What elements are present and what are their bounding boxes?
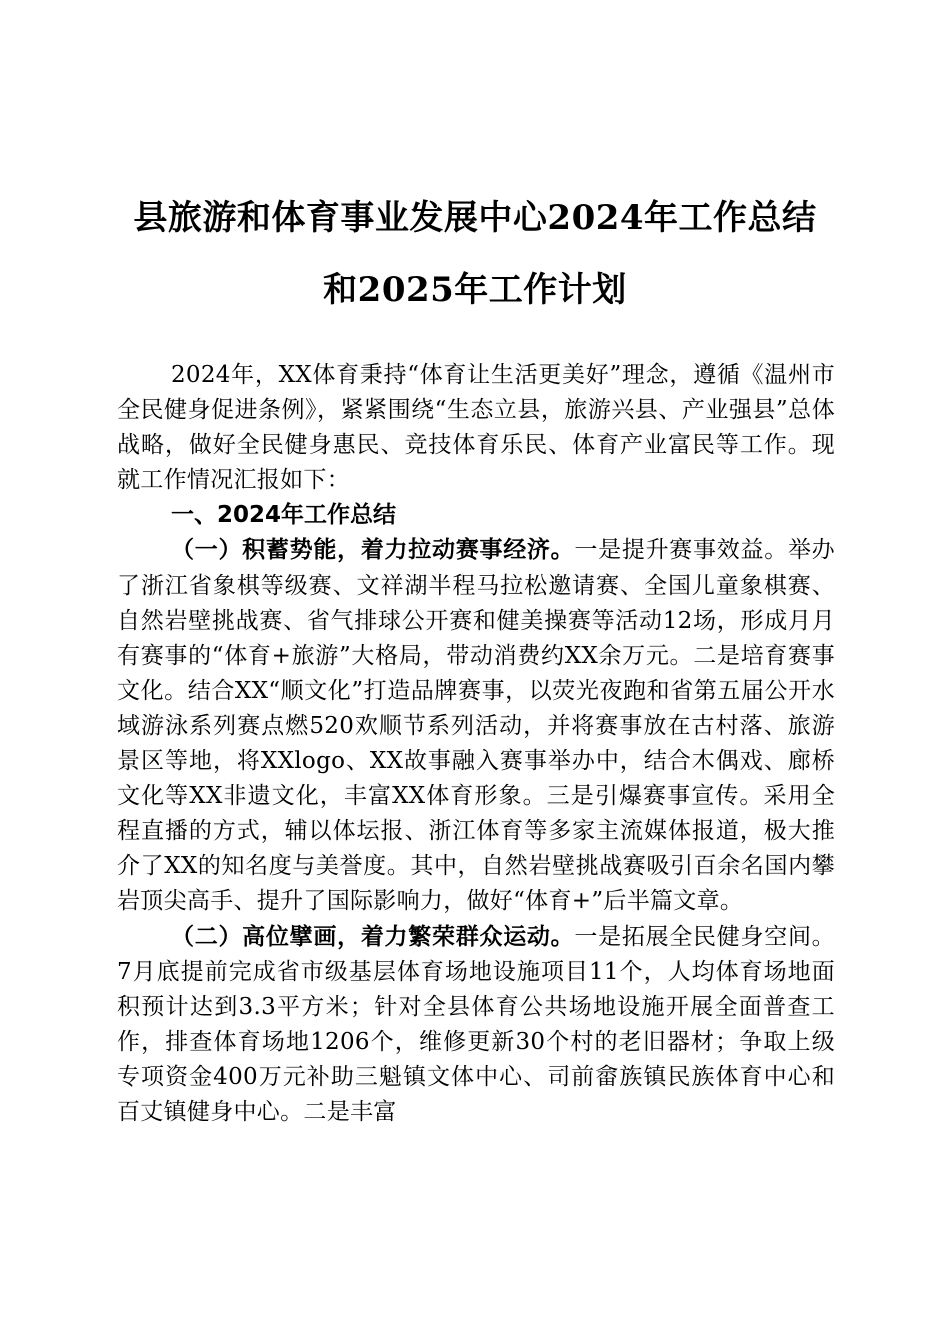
subsection-2-body: 一是拓展全民健身空间。7月底提前完成省市级基层体育场地设施项目11个，人均体育场地面积预计达到3.3平方米；针对全县体育公共场地设施开展全面普查工作，排查体育场地1206个，维修更新30个村的老旧器材；争取上级专项资金400万元补助三魁镇文体中心、司前畲族镇民族体育中心和百丈镇健身中心。二是丰富 [117, 923, 835, 1125]
intro-paragraph: 2024年，XX体育秉持“体育让生活更美好”理念，遵循《温州市全民健身促进条例》，紧紧围绕“生态立县，旅游兴县、产业强县”总体战略，做好全民健身惠民、竞技体育乐民、体育产业富民等工作。现就工作情况汇报如下： [117, 362, 835, 494]
subsection-1-lead: （一）积蓄势能，着力拉动赛事经济。 [171, 537, 575, 564]
subsection-1-body: 一是提升赛事效益。举办了浙江省象棋等级赛、文祥湖半程马拉松邀请赛、全国儿童象棋赛、自然岩壁挑战赛、省气排球公开赛和健美操赛等活动12场，形成月月有赛事的“体育+旅游”大格局，带动消费约XX余万元。二是培育赛事文化。结合XX“顺文化”打造品牌赛事，以荧光夜跑和省第五届公开水域游泳系列赛点燃520欢顺节系列活动，并将赛事放在古村落、旅游景区等地，将XXlogo、XX故事融入赛事举办中，结合木偶戏、廊桥文化等XX非遗文化，丰富XX体育形象。三是引爆赛事宣传。采用全程直播的方式，辅以体坛报、浙江体育等多家主流媒体报道，极大推介了XX的知名度与美誉度。其中，自然岩壁挑战赛吸引百余名国内攀岩顶尖高手、提升了国际影响力，做好“体育+”后半篇文章。 [117, 537, 835, 915]
subsection-2-paragraph [117, 920, 835, 1131]
document-title-line-1: 县旅游和体育事业发展中心2024年工作总结 [133, 198, 817, 238]
document-body [117, 358, 835, 1130]
section-1-heading: 一、2024年工作总结 [171, 502, 397, 529]
subsection-2-lead: （二）高位擘画，着力繁荣群众运动。 [171, 923, 575, 950]
subsection-1-paragraph [117, 533, 835, 919]
document-title-line-2: 和2025年工作计划 [323, 270, 627, 310]
